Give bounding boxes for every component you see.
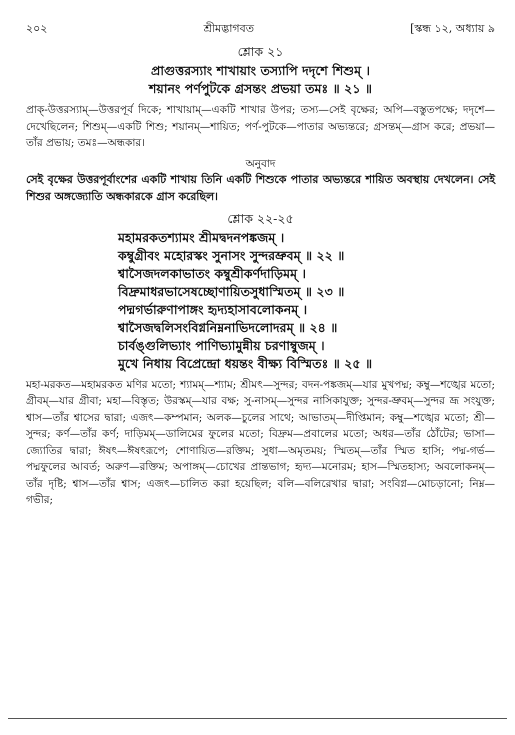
sloka-22-25-line-4: বিদ্রুমাধরভাসেষচ্ছোণায়িতসুধাস্মিতম্ ॥ ২৩ ॥ <box>118 283 345 299</box>
sloka-22-25-line-5: পদ্মগর্ভারুণাপাঙ্গং হৃদ্যহাসাবলোকনম্ । <box>118 301 308 317</box>
sloka-22-25-line-8: মুখে নিধায় বিপ্রেন্দ্রো ধয়ন্তং বীক্ষ্য বিস্মিতঃ ॥ ২৫ ॥ <box>118 355 373 371</box>
sloka-22-25-line-2: কম্বুগ্রীবং মহোরস্কং সুনাসং সুন্দরভ্রুবম্ ॥ ২২ ॥ <box>118 247 345 263</box>
sloka-21-translation: সেই বৃক্ষের উত্তরপূর্বাংশের একটি শাখায় তিনি একটি শিশুকে পাতার অভ্যন্তরে শায়িত অবস্থায় দেখলেন। সেই শিশুর অঙ্গজ্যোতি অন্ধকারকে গ্রাস করেছিল। <box>26 172 495 203</box>
sloka-21-line-1: প্রাগুত্তরস্যাং শাখায়াং তস্যাপি দদৃশে শিশুম্ । <box>151 63 370 78</box>
page-number: ২০২ <box>26 22 48 35</box>
sloka-22-25-heading: শ্লোক ২২-২৫ <box>227 210 294 226</box>
sloka-22-25-synonyms: মহা-মরকত—মহামরকত মণির মতো; শ্যামম্—শ্যাম; শ্রীমৎ—সুন্দর; বদন-পঙ্কজম্—যার মুখপদ্ম; কম্বু—শঙ্খের মতো; গ্রীবম্—যার গ্রীবা; মহা—বিস্তৃত; উরস্কম্—যার বক্ষ; সু-নাসম্—সুন্দর নাসিকাযুক্ত; সুন্দর-ভ্রুবম্—সুন্দর ভ্রূ সংযুক্ত; শ্বাস—তাঁর শ্বাসের দ্বারা; এজৎ—কম্পমান; অলক—চুলের সাথে; আভাতম্—দীপ্তিমান; কম্বু—শঙ্খের মতো; শ্রী—সুন্দর; কর্ণ—তাঁর কর্ণ; দাড়িমম্—ডালিমের ফুলের মতো; বিদ্রুম—প্রবালের মতো; অধর—তাঁর ঠোঁটের; ভাসা—জ্যোতির দ্বারা; ঈষৎ—ঈষৎরূপে; শোণায়িত—রক্তিম; সুধা—অমৃতময়; স্মিতম্—তাঁর স্মিত হাসি; পদ্ম-গর্ভ—পদ্মফুলের আবর্ত; অরুণ—রক্তিম; অপাঙ্গম্—চোখের প্রান্তভাগ; হৃদ্য—মনোরম; হাস—স্মিতহাস্য; অবলোকনম্—তাঁর দৃষ্টি; শ্বাস—তাঁর শ্বাস; এজৎ—চালিত করা হয়েছিল; বলি—বলিরেখার দ্বারা; সংবিগ্ন—মোচড়ানো; নিম্ন—গভীর; <box>26 378 495 506</box>
translation-heading: অনুবাদ <box>245 157 276 170</box>
sloka-22-25-line-6: শ্বাসৈজদ্বলিসংবিগ্ননিম্ননাভিদলোদরম্ ॥ ২৪ ॥ <box>118 319 338 335</box>
sloka-21-line-2: শয়ানং পর্ণপুটকে গ্রসন্তং প্রভয়া তমঃ ॥ ২১ ॥ <box>148 81 373 96</box>
sloka-22-25-line-3: শ্বাসৈজদলকাভাতং কম্বুশ্রীকর্ণদাড়িমম্ । <box>118 265 306 281</box>
sloka-21-heading: শ্লোক ২১ <box>237 44 284 59</box>
sloka-22-25-line-7: চার্বঙ্গুলিভ্যাং পাণিভ্যামুন্নীয় চরণাম্বুজম্ । <box>118 337 325 353</box>
running-header <box>26 22 495 36</box>
sloka-21-synonyms: প্রাক্-উত্তরস্যাম্—উত্তরপূর্ব দিকে; শাখায়াম্—একটি শাখার উপর; তস্য—সেই বৃক্ষের; অপি—বস্তুতপক্ষে; দদৃশে—দেখেছিলেন; শিশুম্—একটি শিশু; শয়ানম্—শায়িত; পর্ণ-পুটকে—পাতার অভ্যন্তরে; গ্রসন্তম্—গ্রাস করে; প্রভয়া—তাঁর প্রভায়; তমঃ—অন্ধকার। <box>26 104 495 149</box>
bottom-rule <box>8 718 507 719</box>
sloka-22-25-line-1: মহামরকতশ্যামং শ্রীমদ্বদনপঙ্কজম্ । <box>118 229 285 245</box>
chapter-reference: [স্কন্ধ ১২, অধ্যায় ৯ <box>410 22 495 35</box>
book-title: শ্রীমদ্ভাগবত <box>203 22 254 35</box>
